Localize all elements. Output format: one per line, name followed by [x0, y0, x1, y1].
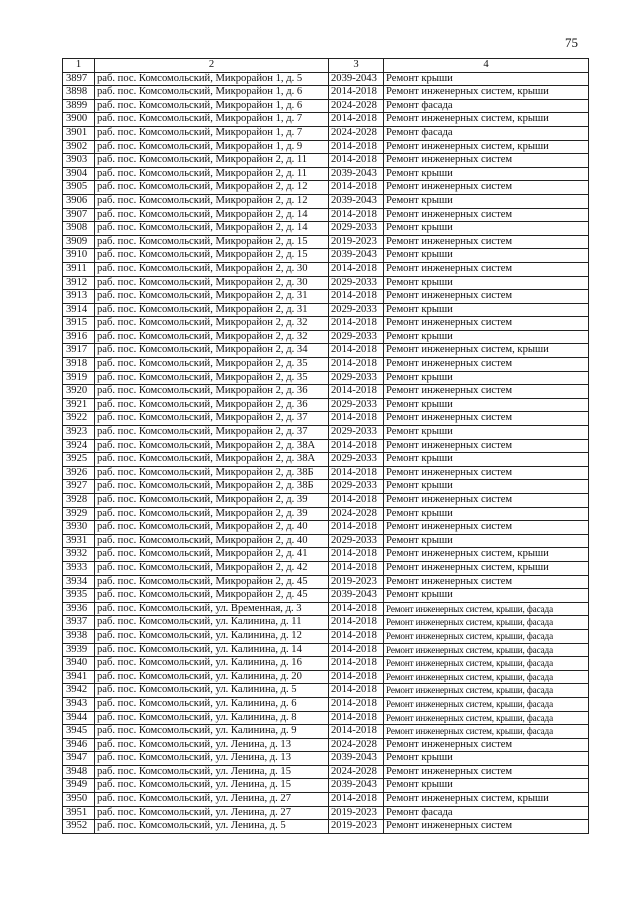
period-cell: 2039-2043: [329, 72, 384, 86]
period-cell: 2019-2023: [329, 235, 384, 249]
row-number: 3912: [63, 276, 95, 290]
period-cell: 2014-2018: [329, 344, 384, 358]
address-cell: раб. пос. Комсомольский, ул. Ленина, д. 27: [95, 793, 329, 807]
address-cell: раб. пос. Комсомольский, Микрорайон 2, д. 15: [95, 235, 329, 249]
row-number: 3908: [63, 222, 95, 236]
period-cell: 2014-2018: [329, 181, 384, 195]
table-row: [63, 779, 589, 793]
address-cell: раб. пос. Комсомольский, ул. Калинина, д. 12: [95, 629, 329, 643]
period-cell: 2019-2023: [329, 575, 384, 589]
table-row: [63, 235, 589, 249]
table-row: [63, 534, 589, 548]
address-cell: раб. пос. Комсомольский, Микрорайон 2, д. 38Б: [95, 466, 329, 480]
address-cell: раб. пос. Комсомольский, Микрорайон 2, д. 41: [95, 548, 329, 562]
work-type-cell: Ремонт инженерных систем, крыши: [384, 113, 589, 127]
work-type-cell: Ремонт крыши: [384, 249, 589, 263]
period-cell: 2014-2018: [329, 262, 384, 276]
address-cell: раб. пос. Комсомольский, Микрорайон 1, д. 6: [95, 86, 329, 100]
table-row: [63, 262, 589, 276]
work-type-cell: Ремонт инженерных систем, крыши, фасада: [384, 711, 589, 725]
work-type-cell: Ремонт инженерных систем: [384, 439, 589, 453]
address-cell: раб. пос. Комсомольский, Микрорайон 2, д. 14: [95, 208, 329, 222]
period-cell: 2029-2033: [329, 426, 384, 440]
address-cell: раб. пос. Комсомольский, ул. Калинина, д. 14: [95, 643, 329, 657]
table-row: [63, 480, 589, 494]
work-type-cell: Ремонт инженерных систем, крыши: [384, 793, 589, 807]
work-type-cell: Ремонт крыши: [384, 276, 589, 290]
period-cell: 2014-2018: [329, 466, 384, 480]
period-cell: 2014-2018: [329, 439, 384, 453]
work-type-cell: Ремонт фасада: [384, 99, 589, 113]
period-cell: 2039-2043: [329, 249, 384, 263]
table-row: [63, 738, 589, 752]
row-number: 3949: [63, 779, 95, 793]
address-cell: раб. пос. Комсомольский, ул. Ленина, д. 15: [95, 765, 329, 779]
address-cell: раб. пос. Комсомольский, ул. Ленина, д. 5: [95, 820, 329, 834]
work-type-cell: Ремонт инженерных систем: [384, 385, 589, 399]
work-type-cell: Ремонт инженерных систем: [384, 738, 589, 752]
table-row: [63, 126, 589, 140]
address-cell: раб. пос. Комсомольский, ул. Калинина, д. 8: [95, 711, 329, 725]
row-number: 3936: [63, 602, 95, 616]
period-cell: 2014-2018: [329, 643, 384, 657]
table-row: [63, 222, 589, 236]
period-cell: 2029-2033: [329, 276, 384, 290]
address-cell: раб. пос. Комсомольский, Микрорайон 1, д. 7: [95, 126, 329, 140]
period-cell: 2014-2018: [329, 86, 384, 100]
work-type-cell: Ремонт крыши: [384, 589, 589, 603]
address-cell: раб. пос. Комсомольский, Микрорайон 2, д. 14: [95, 222, 329, 236]
row-number: 3948: [63, 765, 95, 779]
work-type-cell: Ремонт инженерных систем, крыши, фасада: [384, 684, 589, 698]
table-row: [63, 99, 589, 113]
address-cell: раб. пос. Комсомольский, Микрорайон 2, д. 37: [95, 426, 329, 440]
work-type-cell: Ремонт инженерных систем: [384, 290, 589, 304]
work-type-cell: Ремонт инженерных систем: [384, 575, 589, 589]
table-row: [63, 317, 589, 331]
table-row: [63, 371, 589, 385]
table-row: [63, 303, 589, 317]
address-cell: раб. пос. Комсомольский, Микрорайон 2, д. 35: [95, 358, 329, 372]
row-number: 3931: [63, 534, 95, 548]
address-cell: раб. пос. Комсомольский, Микрорайон 2, д. 30: [95, 262, 329, 276]
row-number: 3903: [63, 154, 95, 168]
period-cell: 2014-2018: [329, 154, 384, 168]
period-cell: 2014-2018: [329, 290, 384, 304]
table-row: [63, 711, 589, 725]
row-number: 3933: [63, 561, 95, 575]
work-type-cell: Ремонт инженерных систем: [384, 235, 589, 249]
period-cell: 2024-2028: [329, 507, 384, 521]
address-cell: раб. пос. Комсомольский, Микрорайон 2, д. 31: [95, 290, 329, 304]
table-row: [63, 602, 589, 616]
work-type-cell: Ремонт инженерных систем, крыши, фасада: [384, 643, 589, 657]
table-row: [63, 725, 589, 739]
address-cell: раб. пос. Комсомольский, Микрорайон 2, д. 31: [95, 303, 329, 317]
row-number: 3937: [63, 616, 95, 630]
table-row: [63, 398, 589, 412]
work-type-cell: Ремонт инженерных систем, крыши: [384, 548, 589, 562]
work-type-cell: Ремонт крыши: [384, 480, 589, 494]
row-number: 3940: [63, 657, 95, 671]
table-row: [63, 208, 589, 222]
table-row: [63, 330, 589, 344]
row-number: 3902: [63, 140, 95, 154]
period-cell: 2014-2018: [329, 208, 384, 222]
work-type-cell: Ремонт крыши: [384, 330, 589, 344]
row-number: 3925: [63, 453, 95, 467]
table-row: [63, 670, 589, 684]
address-cell: раб. пос. Комсомольский, Микрорайон 2, д. 30: [95, 276, 329, 290]
period-cell: 2024-2028: [329, 126, 384, 140]
address-cell: раб. пос. Комсомольский, ул. Ленина, д. 15: [95, 779, 329, 793]
work-type-cell: Ремонт крыши: [384, 752, 589, 766]
table-row: [63, 167, 589, 181]
address-cell: раб. пос. Комсомольский, Микрорайон 2, д. 11: [95, 167, 329, 181]
work-type-cell: Ремонт инженерных систем, крыши, фасада: [384, 629, 589, 643]
period-cell: 2014-2018: [329, 602, 384, 616]
work-type-cell: Ремонт инженерных систем, крыши: [384, 344, 589, 358]
work-type-cell: Ремонт инженерных систем, крыши, фасада: [384, 670, 589, 684]
row-number: 3932: [63, 548, 95, 562]
work-type-cell: Ремонт инженерных систем: [384, 262, 589, 276]
row-number: 3926: [63, 466, 95, 480]
work-type-cell: Ремонт инженерных систем: [384, 820, 589, 834]
address-cell: раб. пос. Комсомольский, ул. Калинина, д. 20: [95, 670, 329, 684]
work-type-cell: Ремонт инженерных систем: [384, 181, 589, 195]
work-type-cell: Ремонт инженерных систем: [384, 765, 589, 779]
address-cell: раб. пос. Комсомольский, ул. Временная, д. 3: [95, 602, 329, 616]
row-number: 3942: [63, 684, 95, 698]
period-cell: 2039-2043: [329, 194, 384, 208]
period-cell: 2024-2028: [329, 99, 384, 113]
table-row: [63, 507, 589, 521]
table-row: [63, 684, 589, 698]
period-cell: 2014-2018: [329, 548, 384, 562]
table-row: [63, 86, 589, 100]
row-number: 3899: [63, 99, 95, 113]
column-header-4: 4: [384, 59, 589, 73]
table-row: [63, 752, 589, 766]
address-cell: раб. пос. Комсомольский, Микрорайон 2, д. 11: [95, 154, 329, 168]
work-type-cell: Ремонт крыши: [384, 303, 589, 317]
period-cell: 2014-2018: [329, 358, 384, 372]
address-cell: раб. пос. Комсомольский, Микрорайон 2, д. 38А: [95, 439, 329, 453]
work-type-cell: Ремонт крыши: [384, 507, 589, 521]
row-number: 3944: [63, 711, 95, 725]
row-number: 3930: [63, 521, 95, 535]
address-cell: раб. пос. Комсомольский, Микрорайон 2, д. 36: [95, 385, 329, 399]
column-header-2: 2: [95, 59, 329, 73]
period-cell: 2029-2033: [329, 222, 384, 236]
period-cell: 2014-2018: [329, 793, 384, 807]
column-header-1: 1: [63, 59, 95, 73]
row-number: 3914: [63, 303, 95, 317]
address-cell: раб. пос. Комсомольский, Микрорайон 2, д. 40: [95, 521, 329, 535]
row-number: 3915: [63, 317, 95, 331]
address-cell: раб. пос. Комсомольский, ул. Калинина, д. 5: [95, 684, 329, 698]
table-row: [63, 358, 589, 372]
row-number: 3939: [63, 643, 95, 657]
work-type-cell: Ремонт крыши: [384, 453, 589, 467]
table-row: [63, 439, 589, 453]
row-number: 3909: [63, 235, 95, 249]
period-cell: 2014-2018: [329, 725, 384, 739]
row-number: 3952: [63, 820, 95, 834]
table-row: [63, 344, 589, 358]
period-cell: 2029-2033: [329, 453, 384, 467]
work-type-cell: Ремонт инженерных систем: [384, 317, 589, 331]
work-type-cell: Ремонт инженерных систем, крыши, фасада: [384, 616, 589, 630]
table-row: [63, 466, 589, 480]
row-number: 3897: [63, 72, 95, 86]
table-row: [63, 276, 589, 290]
address-cell: раб. пос. Комсомольский, Микрорайон 2, д. 15: [95, 249, 329, 263]
work-type-cell: Ремонт крыши: [384, 426, 589, 440]
address-cell: раб. пос. Комсомольский, Микрорайон 2, д. 32: [95, 317, 329, 331]
period-cell: 2014-2018: [329, 629, 384, 643]
table-row: [63, 765, 589, 779]
row-number: 3924: [63, 439, 95, 453]
period-cell: 2014-2018: [329, 412, 384, 426]
row-number: 3923: [63, 426, 95, 440]
period-cell: 2014-2018: [329, 711, 384, 725]
page-number: 75: [565, 35, 578, 50]
row-number: 3907: [63, 208, 95, 222]
row-number: 3911: [63, 262, 95, 276]
table-row: [63, 589, 589, 603]
address-cell: раб. пос. Комсомольский, Микрорайон 2, д. 12: [95, 181, 329, 195]
row-number: 3917: [63, 344, 95, 358]
address-cell: раб. пос. Комсомольский, Микрорайон 2, д. 35: [95, 371, 329, 385]
period-cell: 2014-2018: [329, 317, 384, 331]
address-cell: раб. пос. Комсомольский, ул. Калинина, д. 11: [95, 616, 329, 630]
period-cell: 2014-2018: [329, 140, 384, 154]
table-row: [63, 385, 589, 399]
period-cell: 2019-2023: [329, 806, 384, 820]
work-type-cell: Ремонт крыши: [384, 371, 589, 385]
row-number: 3906: [63, 194, 95, 208]
work-type-cell: Ремонт инженерных систем: [384, 154, 589, 168]
row-number: 3919: [63, 371, 95, 385]
period-cell: 2024-2028: [329, 738, 384, 752]
address-cell: раб. пос. Комсомольский, Микрорайон 2, д. 45: [95, 575, 329, 589]
table-row: [63, 113, 589, 127]
period-cell: 2029-2033: [329, 398, 384, 412]
table-row: [63, 521, 589, 535]
table-row: [63, 494, 589, 508]
period-cell: 2014-2018: [329, 657, 384, 671]
row-number: 3951: [63, 806, 95, 820]
table-row: [63, 140, 589, 154]
period-cell: 2014-2018: [329, 616, 384, 630]
work-type-cell: Ремонт инженерных систем, крыши: [384, 140, 589, 154]
table-row: [63, 657, 589, 671]
table-row: [63, 548, 589, 562]
address-cell: раб. пос. Комсомольский, Микрорайон 2, д. 45: [95, 589, 329, 603]
period-cell: 2039-2043: [329, 589, 384, 603]
column-header-3: 3: [329, 59, 384, 73]
row-number: 3901: [63, 126, 95, 140]
row-number: 3928: [63, 494, 95, 508]
address-cell: раб. пос. Комсомольский, Микрорайон 1, д. 6: [95, 99, 329, 113]
address-cell: раб. пос. Комсомольский, ул. Калинина, д. 16: [95, 657, 329, 671]
row-number: 3920: [63, 385, 95, 399]
table-row: [63, 793, 589, 807]
row-number: 3898: [63, 86, 95, 100]
table-row: [63, 72, 589, 86]
work-type-cell: Ремонт крыши: [384, 534, 589, 548]
row-number: 3945: [63, 725, 95, 739]
work-type-cell: Ремонт инженерных систем: [384, 412, 589, 426]
work-type-cell: Ремонт инженерных систем, крыши: [384, 561, 589, 575]
address-cell: раб. пос. Комсомольский, Микрорайон 2, д. 38А: [95, 453, 329, 467]
address-cell: раб. пос. Комсомольский, Микрорайон 2, д. 39: [95, 507, 329, 521]
address-cell: раб. пос. Комсомольский, ул. Ленина, д. 13: [95, 752, 329, 766]
table-row: [63, 453, 589, 467]
work-type-cell: Ремонт инженерных систем, крыши, фасада: [384, 657, 589, 671]
work-type-cell: Ремонт инженерных систем, крыши, фасада: [384, 697, 589, 711]
table-row: [63, 697, 589, 711]
row-number: 3900: [63, 113, 95, 127]
period-cell: 2014-2018: [329, 113, 384, 127]
row-number: 3905: [63, 181, 95, 195]
row-number: 3913: [63, 290, 95, 304]
row-number: 3929: [63, 507, 95, 521]
row-number: 3922: [63, 412, 95, 426]
row-number: 3904: [63, 167, 95, 181]
address-cell: раб. пос. Комсомольский, Микрорайон 1, д. 7: [95, 113, 329, 127]
work-type-cell: Ремонт крыши: [384, 72, 589, 86]
address-cell: раб. пос. Комсомольский, Микрорайон 2, д. 36: [95, 398, 329, 412]
period-cell: 2039-2043: [329, 752, 384, 766]
work-type-cell: Ремонт крыши: [384, 222, 589, 236]
table-body: [63, 72, 589, 833]
table-row: [63, 181, 589, 195]
work-type-cell: Ремонт инженерных систем, крыши: [384, 86, 589, 100]
period-cell: 2014-2018: [329, 385, 384, 399]
table-row: [63, 629, 589, 643]
row-number: 3941: [63, 670, 95, 684]
address-cell: раб. пос. Комсомольский, ул. Калинина, д. 6: [95, 697, 329, 711]
address-cell: раб. пос. Комсомольский, ул. Ленина, д. 13: [95, 738, 329, 752]
address-cell: раб. пос. Комсомольский, ул. Калинина, д. 9: [95, 725, 329, 739]
address-cell: раб. пос. Комсомольский, Микрорайон 1, д. 9: [95, 140, 329, 154]
period-cell: 2014-2018: [329, 494, 384, 508]
address-cell: раб. пос. Комсомольский, Микрорайон 2, д. 32: [95, 330, 329, 344]
table-row: [63, 194, 589, 208]
address-cell: раб. пос. Комсомольский, Микрорайон 2, д. 34: [95, 344, 329, 358]
work-type-cell: Ремонт инженерных систем: [384, 466, 589, 480]
work-type-cell: Ремонт крыши: [384, 398, 589, 412]
address-cell: раб. пос. Комсомольский, ул. Ленина, д. 27: [95, 806, 329, 820]
work-type-cell: Ремонт инженерных систем: [384, 358, 589, 372]
period-cell: 2014-2018: [329, 521, 384, 535]
work-type-cell: Ремонт инженерных систем: [384, 521, 589, 535]
row-number: 3950: [63, 793, 95, 807]
period-cell: 2039-2043: [329, 779, 384, 793]
period-cell: 2014-2018: [329, 561, 384, 575]
table-row: [63, 575, 589, 589]
work-type-cell: Ремонт инженерных систем: [384, 494, 589, 508]
table-row: [63, 290, 589, 304]
row-number: 3946: [63, 738, 95, 752]
period-cell: 2014-2018: [329, 670, 384, 684]
row-number: 3934: [63, 575, 95, 589]
table-row: [63, 806, 589, 820]
work-type-cell: Ремонт инженерных систем: [384, 208, 589, 222]
period-cell: 2014-2018: [329, 684, 384, 698]
table-row: [63, 154, 589, 168]
period-cell: 2029-2033: [329, 303, 384, 317]
table-row: [63, 426, 589, 440]
work-type-cell: Ремонт фасада: [384, 126, 589, 140]
period-cell: 2039-2043: [329, 167, 384, 181]
address-cell: раб. пос. Комсомольский, Микрорайон 2, д. 42: [95, 561, 329, 575]
row-number: 3943: [63, 697, 95, 711]
period-cell: 2014-2018: [329, 697, 384, 711]
period-cell: 2019-2023: [329, 820, 384, 834]
address-cell: раб. пос. Комсомольский, Микрорайон 2, д. 39: [95, 494, 329, 508]
table-row: [63, 412, 589, 426]
table-row: [63, 820, 589, 834]
table-header-row: [63, 59, 589, 73]
row-number: 3935: [63, 589, 95, 603]
row-number: 3921: [63, 398, 95, 412]
period-cell: 2024-2028: [329, 765, 384, 779]
work-type-cell: Ремонт крыши: [384, 167, 589, 181]
table-row: [63, 249, 589, 263]
period-cell: 2029-2033: [329, 330, 384, 344]
table-row: [63, 616, 589, 630]
period-cell: 2029-2033: [329, 480, 384, 494]
work-type-cell: Ремонт инженерных систем, крыши, фасада: [384, 602, 589, 616]
table-row: [63, 643, 589, 657]
address-cell: раб. пос. Комсомольский, Микрорайон 2, д. 12: [95, 194, 329, 208]
row-number: 3947: [63, 752, 95, 766]
address-cell: раб. пос. Комсомольский, Микрорайон 2, д. 40: [95, 534, 329, 548]
row-number: 3927: [63, 480, 95, 494]
address-cell: раб. пос. Комсомольский, Микрорайон 2, д. 37: [95, 412, 329, 426]
work-type-cell: Ремонт крыши: [384, 194, 589, 208]
work-type-cell: Ремонт фасада: [384, 806, 589, 820]
work-type-cell: Ремонт крыши: [384, 779, 589, 793]
row-number: 3916: [63, 330, 95, 344]
work-type-cell: Ремонт инженерных систем, крыши, фасада: [384, 725, 589, 739]
row-number: 3938: [63, 629, 95, 643]
period-cell: 2029-2033: [329, 534, 384, 548]
row-number: 3918: [63, 358, 95, 372]
row-number: 3910: [63, 249, 95, 263]
address-cell: раб. пос. Комсомольский, Микрорайон 1, д. 5: [95, 72, 329, 86]
repair-schedule-table: [62, 58, 589, 834]
table-row: [63, 561, 589, 575]
address-cell: раб. пос. Комсомольский, Микрорайон 2, д. 38Б: [95, 480, 329, 494]
period-cell: 2029-2033: [329, 371, 384, 385]
